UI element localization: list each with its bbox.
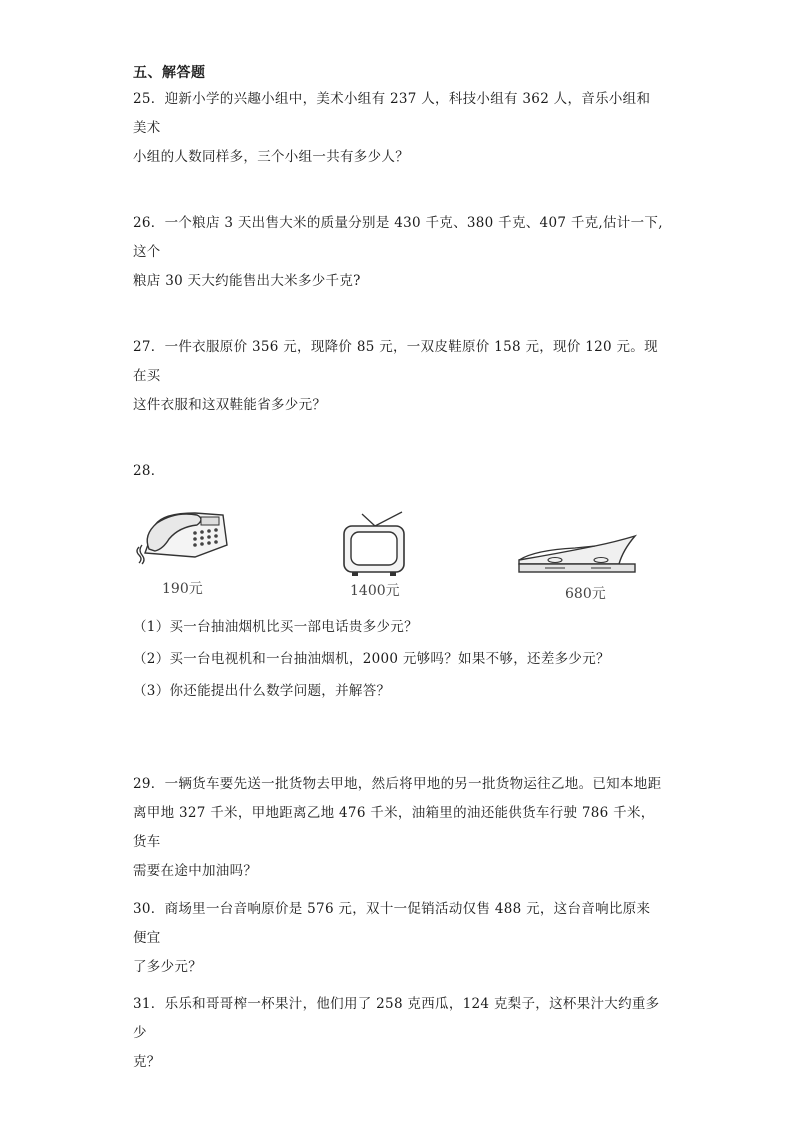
question-29-line-2: 离甲地 327 千米，甲地距离乙地 476 千米，油箱里的油还能供货车行驶 786 千米，货车 <box>133 805 655 850</box>
question-30-line-1: 30．商场里一台音响原价是 576 元，双十一促销活动仅售 488 元，这台音响比原来便宜 <box>133 901 651 946</box>
section-title: 五、解答题 <box>133 65 206 81</box>
television-illustration <box>340 510 410 578</box>
question-29-line-3: 需要在途中加油吗？ <box>133 863 258 879</box>
question-29 <box>133 770 663 886</box>
question-25-line-2: 小组的人数同样多，三个小组一共有多少人？ <box>133 149 409 165</box>
question-26-line-1: 26．一个粮店 3 天出售大米的质量分别是 430 千克、380 千克、407 千克,估计一下,这个 <box>133 215 663 260</box>
range-hood-illustration <box>515 530 640 578</box>
telephone-price: 190元 <box>162 581 203 597</box>
telephone-icon <box>135 505 235 565</box>
question-26 <box>133 209 663 296</box>
range-hood-icon <box>515 530 640 578</box>
television-icon <box>340 510 410 578</box>
television-price: 1400元 <box>350 583 400 599</box>
question-30-line-2: 了多少元？ <box>133 959 202 975</box>
question-25-line-1: 25．迎新小学的兴趣小组中，美术小组有 237 人，科技小组有 362 人，音乐小组和美术 <box>133 91 651 136</box>
question-27-line-1: 27．一件衣服原价 356 元，现降价 85 元，一双皮鞋原价 158 元，现价 120 元。现在买 <box>133 339 658 384</box>
question-27 <box>133 333 663 420</box>
question-30 <box>133 895 663 982</box>
question-28-sub-3: （3）你还能提出什么数学问题，并解答？ <box>133 683 391 699</box>
question-28-sub-2: （2）买一台电视机和一台抽油烟机，2000 元够吗？如果不够，还差多少元？ <box>133 651 610 667</box>
range-hood-price: 680元 <box>565 586 606 602</box>
question-25 <box>133 85 663 172</box>
question-29-line-1: 29．一辆货车要先送一批货物去甲地，然后将甲地的另一批货物运往乙地。已知本地距 <box>133 776 662 792</box>
question-27-line-2: 这件衣服和这双鞋能省多少元？ <box>133 397 327 413</box>
question-31-line-2: 克？ <box>133 1054 161 1070</box>
question-28-sub-1: （1）买一台抽油烟机比买一部电话贵多少元？ <box>133 619 418 635</box>
question-31 <box>133 990 663 1077</box>
question-26-line-2: 粮店 30 天大约能售出大米多少千克? <box>133 273 361 289</box>
telephone-illustration <box>135 505 235 565</box>
question-28-number: 28． <box>133 463 165 479</box>
question-31-line-1: 31．乐乐和哥哥榨一杯果汁，他们用了 258 克西瓜，124 克梨子，这杯果汁大约重多少 <box>133 996 660 1041</box>
